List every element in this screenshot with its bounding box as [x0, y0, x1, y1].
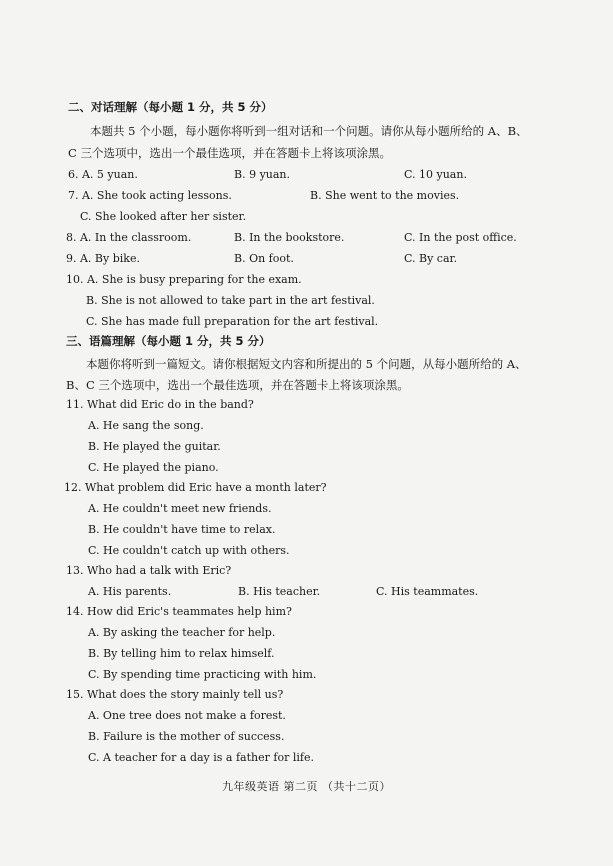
q14-option-a: A. By asking the teacher for help.: [88, 626, 276, 639]
q6-option-a: 6. A. 5 yuan.: [68, 168, 138, 181]
q7-option-c: C. She looked after her sister.: [80, 210, 247, 223]
q7-option-b: B. She went to the movies.: [310, 189, 460, 202]
section-3-intro-1: 本题你将听到一篇短文。请你根据短文内容和所提出的 5 个问题，从每小题所给的 A、: [86, 357, 527, 371]
q15-option-a: A. One tree does not make a forest.: [88, 709, 286, 722]
q12-option-a: A. He couldn't meet new friends.: [88, 502, 272, 515]
q11-option-a: A. He sang the song.: [88, 419, 204, 432]
q6-option-c: C. 10 yuan.: [404, 168, 467, 181]
q7-option-a: 7. A. She took acting lessons.: [68, 189, 232, 202]
q9-option-a: 9. A. By bike.: [66, 252, 140, 265]
q11-option-b: B. He played the guitar.: [88, 440, 221, 453]
q14-option-b: B. By telling him to relax himself.: [88, 647, 275, 660]
q10-option-c: C. She has made full preparation for the art festival.: [86, 315, 379, 328]
q15-option-c: C. A teacher for a day is a father for life.: [88, 751, 314, 764]
q12-option-c: C. He couldn't catch up with others.: [88, 544, 290, 557]
q14-option-c: C. By spending time practicing with him.: [88, 668, 317, 681]
q10-option-a: 10. A. She is busy preparing for the exam.: [66, 273, 302, 286]
q9-option-b: B. On foot.: [234, 252, 294, 265]
section-3-title: 三、语篇理解（每小题 1 分，共 5 分）: [66, 334, 271, 348]
section-2-intro-2: C 三个选项中，选出一个最佳选项，并在答题卡上将该项涂黑。: [68, 146, 391, 160]
q9-option-c: C. By car.: [404, 252, 458, 265]
section-2-title: 二、对话理解（每小题 1 分，共 5 分）: [68, 100, 273, 114]
section-3-intro-2: B、C 三个选项中，选出一个最佳选项，并在答题卡上将该项涂黑。: [66, 378, 409, 392]
q14-stem: 14. How did Eric's teammates help him?: [66, 605, 292, 618]
q11-stem: 11. What did Eric do in the band?: [66, 398, 254, 411]
q6-option-b: B. 9 yuan.: [234, 168, 291, 181]
q12-option-b: B. He couldn't have time to relax.: [88, 523, 276, 536]
q13-option-c: C. His teammates.: [376, 585, 479, 598]
q8-option-c: C. In the post office.: [404, 231, 517, 244]
q13-option-b: B. His teacher.: [238, 585, 321, 598]
q15-stem: 15. What does the story mainly tell us?: [66, 688, 284, 701]
q13-stem: 13. Who had a talk with Eric?: [66, 564, 232, 577]
section-2-intro-1: 本题共 5 个小题，每小题你将听到一组对话和一个问题。请你从每小题所给的 A、B、: [90, 124, 528, 138]
q13-option-a: A. His parents.: [88, 585, 172, 598]
q10-option-b: B. She is not allowed to take part in the art festival.: [86, 294, 375, 307]
q15-option-b: B. Failure is the mother of success.: [88, 730, 285, 743]
q11-option-c: C. He played the piano.: [88, 461, 219, 474]
q8-option-a: 8. A. In the classroom.: [66, 231, 192, 244]
page-footer: 九年级英语 第二页 （共十二页）: [222, 780, 391, 793]
q12-stem: 12. What problem did Eric have a month later?: [64, 481, 327, 494]
q8-option-b: B. In the bookstore.: [234, 231, 345, 244]
